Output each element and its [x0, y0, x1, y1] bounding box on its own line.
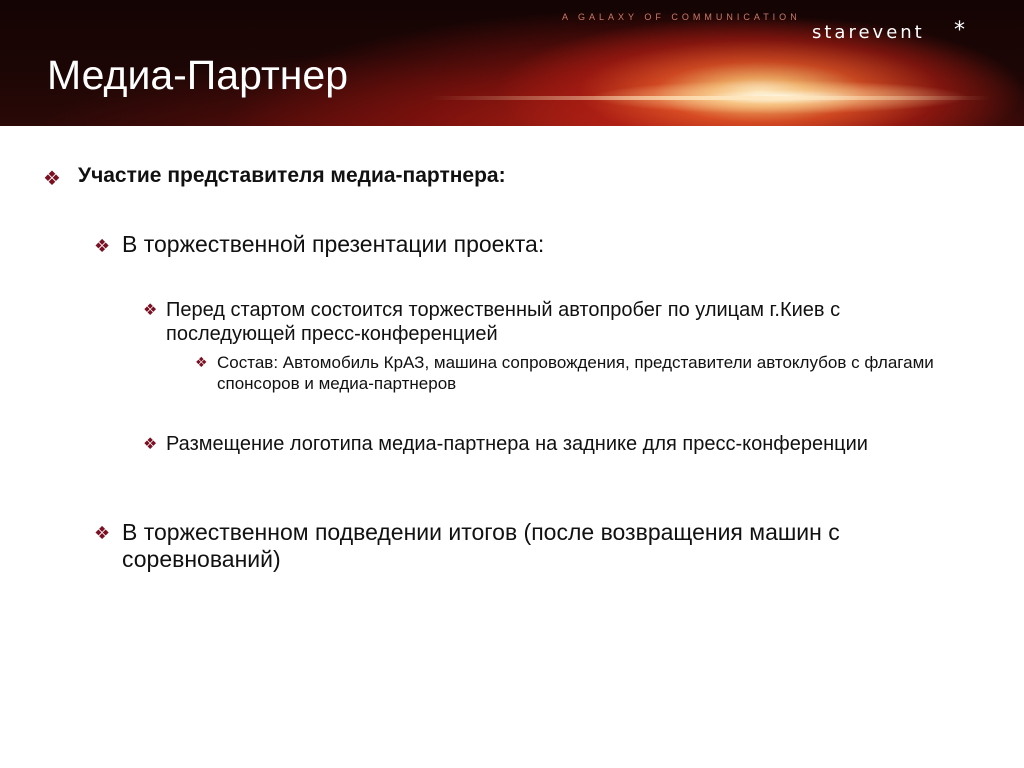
- list-item-level2: В торжественном подведении итогов (после возвращения машин с соревнований): [122, 519, 840, 572]
- brand-star-icon: *: [954, 18, 965, 43]
- diamond-bullet-icon: ❖: [143, 434, 158, 453]
- list-item-level1: Участие представителя медиа-партнера:: [78, 164, 506, 187]
- diamond-bullet-icon: ❖: [143, 300, 158, 319]
- list-item-level2: В торжественной презентации проекта:: [122, 231, 545, 257]
- slide-title: Медиа-Партнер: [47, 52, 348, 98]
- header-banner: [0, 0, 1024, 126]
- diamond-bullet-icon: ❖: [94, 236, 111, 257]
- list-item-level4: Состав: Автомобиль КрАЗ, машина сопровождения, представители автоклубов с флагами спонсоров и медиа-партнеров: [217, 353, 934, 393]
- diamond-bullet-icon: ❖: [195, 355, 208, 371]
- diamond-bullet-icon: ❖: [43, 166, 61, 190]
- brand-tagline: A GALAXY OF COMMUNICATION: [562, 12, 801, 22]
- list-item-level3: Перед стартом состоится торжественный автопробег по улицам г.Киев с последующей пресс-конференцией: [166, 299, 841, 345]
- light-streak-graphic: [430, 96, 990, 100]
- diamond-bullet-icon: ❖: [94, 523, 111, 544]
- brand-logo: starevent: [812, 22, 925, 43]
- list-item-level3: Размещение логотипа медиа-партнера на заднике для пресс-конференции: [166, 433, 868, 455]
